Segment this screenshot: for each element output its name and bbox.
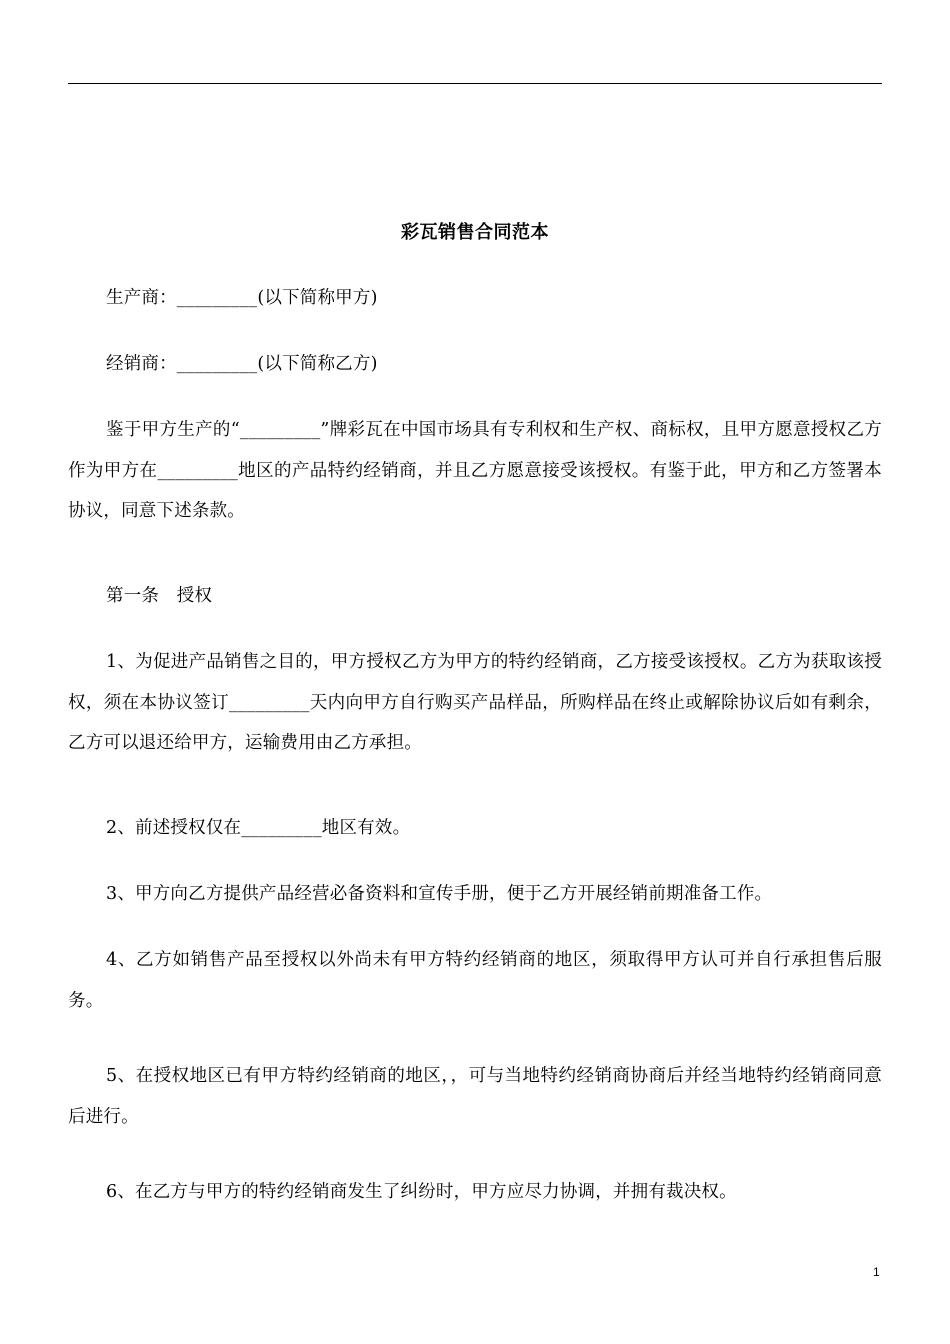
article-1-heading: 第一条 授权 <box>106 586 213 606</box>
producer-line: 生产商：_________(以下简称甲方) <box>106 288 378 308</box>
clause-5: 5、在授权地区已有甲方特约经销商的地区，，可与当地特约经销商协商后并经当地特约经销商同意后进行。 <box>68 1066 882 1127</box>
header-rule <box>68 83 882 84</box>
clause-4: 4、乙方如销售产品至授权以外尚未有甲方特约经销商的地区，须取得甲方认可并自行承担售后服务。 <box>68 950 882 1011</box>
distributor-line: 经销商：_________(以下简称乙方) <box>106 354 378 374</box>
preamble-paragraph: 鉴于甲方生产的“_________”牌彩瓦在中国市场具有专利权和生产权、商标权，且甲方愿意授权乙方作为甲方在_________地区的产品特约经销商，并且乙方愿意接受该授权。有鉴于此，甲方和乙方签署本协议，同意下述条款。 <box>68 420 882 521</box>
clause-2: 2、前述授权仅在_________地区有效。 <box>106 818 411 838</box>
document-title: 彩瓦销售合同范本 <box>401 222 549 243</box>
clause-3: 3、甲方向乙方提供产品经营必备资料和宣传手册，便于乙方开展经销前期准备工作。 <box>106 884 773 904</box>
clause-1: 1、为促进产品销售之目的，甲方授权乙方为甲方的特约经销商，乙方接受该授权。乙方为获取该授权，须在本协议签订_________天内向甲方自行购买产品样品，所购样品在终止或解除协议后如有剩余，乙方可以退还给甲方，运输费用由乙方承担。 <box>68 652 882 753</box>
page-number: 1 <box>873 1265 880 1279</box>
clause-6: 6、在乙方与甲方的特约经销商发生了纠纷时，甲方应尽力协调，并拥有裁决权。 <box>106 1182 737 1202</box>
